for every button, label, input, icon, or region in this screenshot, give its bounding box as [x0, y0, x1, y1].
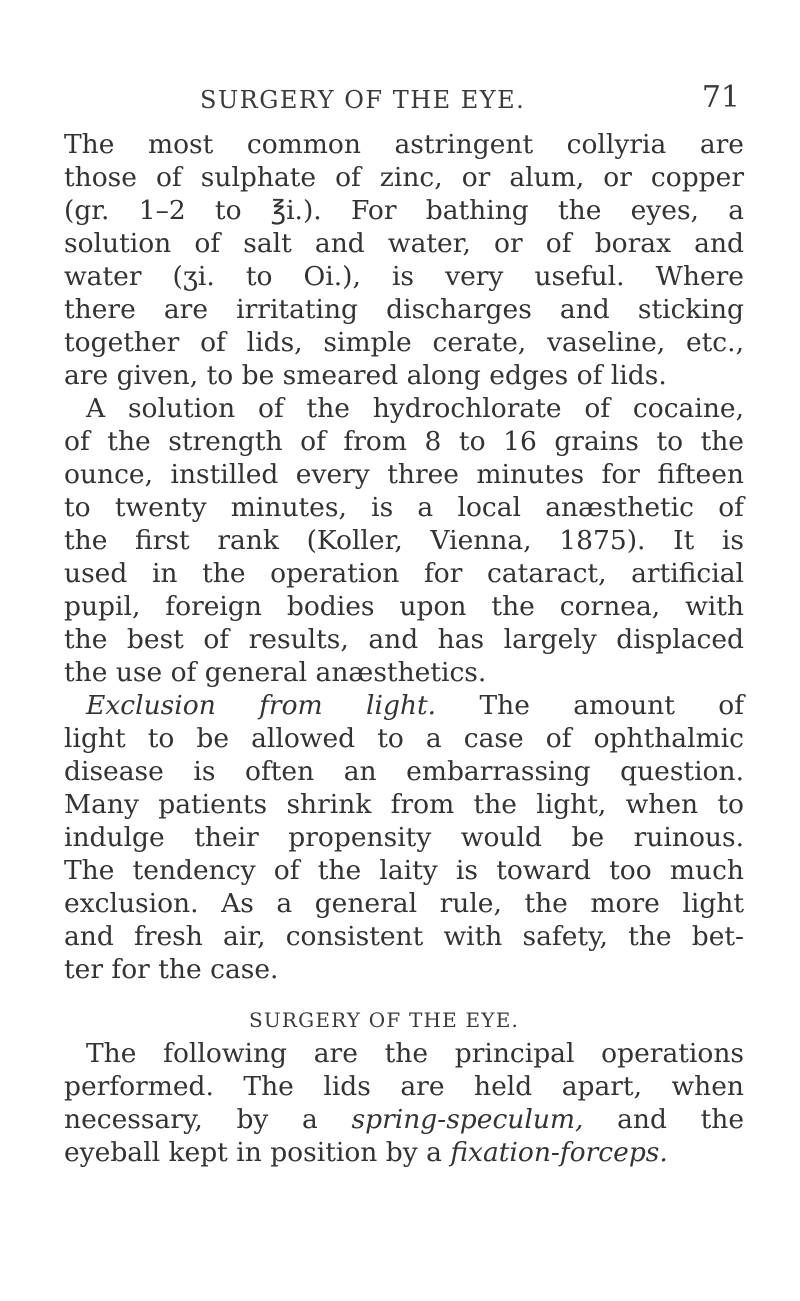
line-end: and the — [583, 1104, 745, 1135]
line-rest: The amount of — [436, 690, 745, 721]
text-line: light to be allowed to a case of ophthalmic — [64, 723, 744, 754]
running-title: SURGERY OF THE EYE. — [200, 86, 526, 114]
section-heading: SURGERY OF THE EYE. — [248, 1008, 520, 1032]
text-line: disease is often an embarrassing question. — [64, 756, 744, 787]
italic-lead: Exclusion from light. — [86, 690, 437, 721]
text-line: the first rank (Koller, Vienna, 1875). It is — [64, 525, 744, 556]
text-line: there are irritating discharges and sticking — [64, 294, 744, 325]
text-line: together of lids, simple cerate, vaseline, etc., — [64, 327, 744, 358]
paragraph-cocaine — [64, 392, 744, 689]
paragraph-collyria — [64, 128, 744, 392]
text-line: ounce, instilled every three minutes for fifteen — [64, 459, 744, 490]
page-number: 71 — [701, 80, 740, 115]
paragraph-operations — [64, 1037, 744, 1169]
text-line — [64, 1136, 744, 1169]
text-line: are given, to be smeared along edges of lids. — [64, 360, 667, 391]
text-line: the best of results, and has largely displaced — [64, 624, 744, 655]
italic-term-speculum: spring-speculum, — [351, 1104, 584, 1135]
line-start: necessary, by a — [64, 1104, 352, 1135]
italic-term-forceps: fixation-forceps. — [450, 1137, 668, 1168]
text-line: indulge their propensity would be ruinous. — [64, 822, 744, 853]
text-line: A solution of the hydrochlorate of cocaine, — [86, 393, 744, 424]
text-line: performed. The lids are held apart, when — [64, 1071, 744, 1102]
text-line — [64, 1103, 744, 1136]
text-line: to twenty minutes, is a local anæsthetic of — [64, 492, 744, 523]
text-line: and fresh air, consistent with safety, the bet- — [64, 921, 744, 952]
text-line: The tendency of the laity is toward too much — [64, 855, 744, 886]
text-line: (gr. 1–2 to ℥i.). For bathing the eyes, a — [64, 195, 744, 226]
line-start: eyeball kept in position by a — [64, 1137, 451, 1168]
text-line: the use of general anæsthetics. — [64, 657, 487, 688]
text-line: pupil, foreign bodies upon the cornea, with — [64, 591, 744, 622]
paragraph-exclusion-from-light — [64, 689, 744, 986]
text-line: Many patients shrink from the light, when to — [64, 789, 744, 820]
text-line: water (ʒi. to Oi.), is very useful. Where — [64, 261, 744, 292]
text-line: The most common astringent collyria are — [64, 129, 744, 160]
text-line: exclusion. As a general rule, the more light — [64, 888, 744, 919]
text-line: solution of salt and water, or of borax and — [64, 228, 744, 259]
running-head — [200, 80, 740, 124]
text-line — [64, 689, 744, 722]
text-line: ter for the case. — [64, 954, 279, 985]
text-line: used in the operation for cataract, artificial — [64, 558, 744, 589]
body-text — [64, 128, 744, 1169]
text-line: of the strength of from 8 to 16 grains to the — [64, 426, 744, 457]
text-line: The following are the principal operations — [86, 1038, 744, 1069]
text-line: those of sulphate of zinc, or alum, or copper — [64, 162, 744, 193]
